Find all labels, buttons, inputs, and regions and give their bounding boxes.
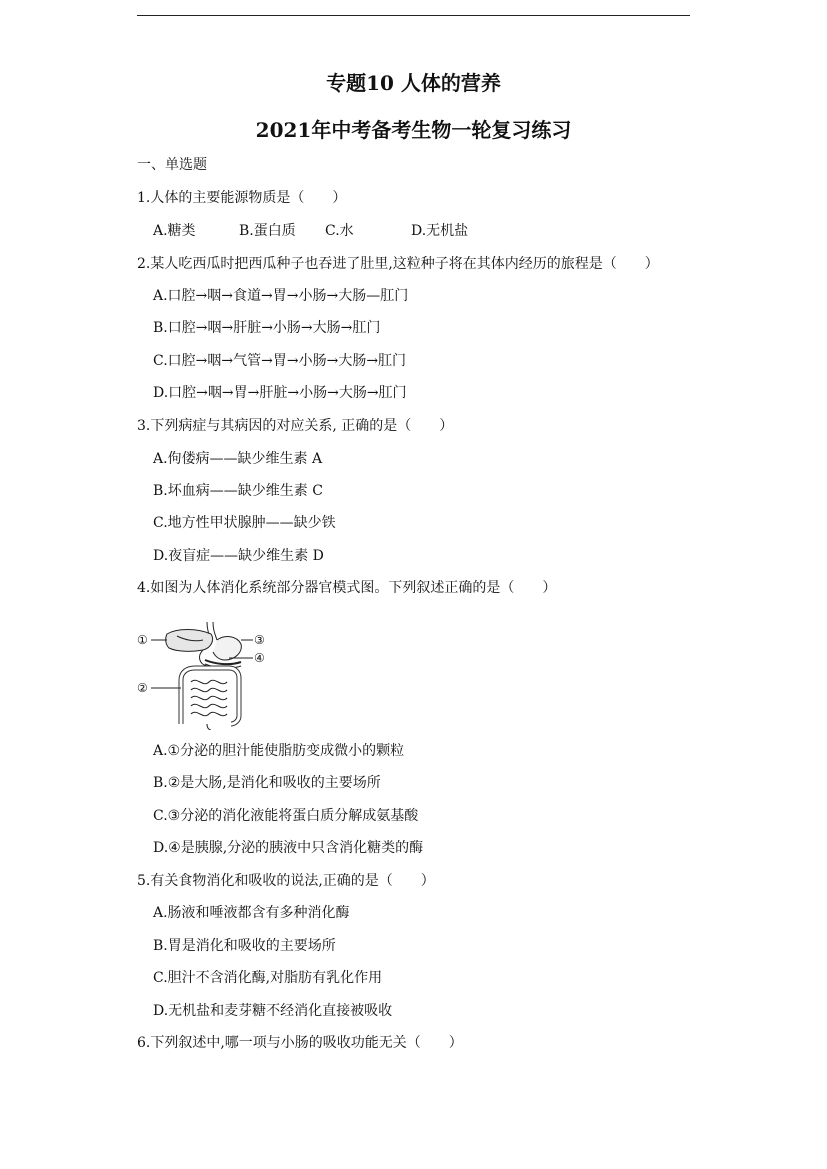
question-1-option-b: B.蛋白质 [239, 223, 296, 239]
question-2-option-b: B.口腔→咽→肝脏→小肠→大肠→肛门 [153, 320, 381, 336]
document-title: 专题10 人体的营养 [326, 71, 501, 95]
question-3-stem: 3.下列病症与其病因的对应关系, 正确的是（ ） [137, 418, 454, 434]
question-5-stem: 5.有关食物消化和吸收的说法,正确的是（ ） [137, 873, 435, 889]
question-2-option-c: C.口腔→咽→气管→胃→小肠→大肠→肛门 [153, 353, 407, 369]
question-3-option-b: B.坏血病——缺少维生素 C [153, 483, 323, 499]
question-4-option-d: D.④是胰腺,分泌的胰液中只含消化糖类的酶 [153, 840, 424, 856]
digestive-system-figure [137, 620, 277, 730]
question-4-stem: 4.如图为人体消化系统部分器官模式图。下列叙述正确的是（ ） [137, 580, 557, 596]
question-5-option-d: D.无机盐和麦芽糖不经消化直接被吸收 [153, 1003, 393, 1019]
question-2-option-a: A.口腔→咽→食道→胃→小肠→大肠—肛门 [153, 288, 409, 304]
question-3-option-c: C.地方性甲状腺肿——缺少铁 [153, 515, 336, 531]
question-1-option-a: A.糖类 [153, 223, 196, 239]
question-6-stem: 6.下列叙述中,哪一项与小肠的吸收功能无关（ ） [137, 1035, 463, 1051]
header-rule [137, 15, 690, 16]
question-5-option-c: C.胆汁不含消化酶,对脂肪有乳化作用 [153, 970, 383, 986]
figure-label-4: ④ [254, 651, 265, 665]
question-2-option-d: D.口腔→咽→胃→肝脏→小肠→大肠→肛门 [153, 385, 407, 401]
figure-label-3: ③ [254, 633, 265, 647]
question-3-option-d: D.夜盲症——缺少维生素 D [153, 548, 324, 564]
question-2-stem: 2.某人吃西瓜时把西瓜种子也吞进了肚里,这粒种子将在其体内经历的旅程是（ ） [137, 256, 659, 272]
question-1-option-c: C.水 [325, 223, 354, 239]
question-5-option-b: B.胃是消化和吸收的主要场所 [153, 938, 336, 954]
figure-label-1: ① [137, 633, 148, 647]
question-3-option-a: A.佝偻病——缺少维生素 A [153, 451, 323, 467]
question-1-options [153, 221, 468, 241]
figure-label-2: ② [137, 681, 148, 695]
document-subtitle: 2021年中考备考生物一轮复习练习 [255, 118, 572, 142]
question-5-option-a: A.肠液和唾液都含有多种消化酶 [153, 905, 350, 921]
question-1-option-d: D.无机盐 [411, 223, 469, 239]
question-4-option-c: C.③分泌的消化液能将蛋白质分解成氨基酸 [153, 808, 419, 824]
question-1-stem: 1.人体的主要能源物质是（ ） [137, 190, 347, 206]
question-4-option-a: A.①分泌的胆汁能使脂肪变成微小的颗粒 [153, 743, 405, 759]
section-heading: 一、单选题 [137, 157, 207, 173]
question-4-option-b: B.②是大肠,是消化和吸收的主要场所 [153, 775, 381, 791]
